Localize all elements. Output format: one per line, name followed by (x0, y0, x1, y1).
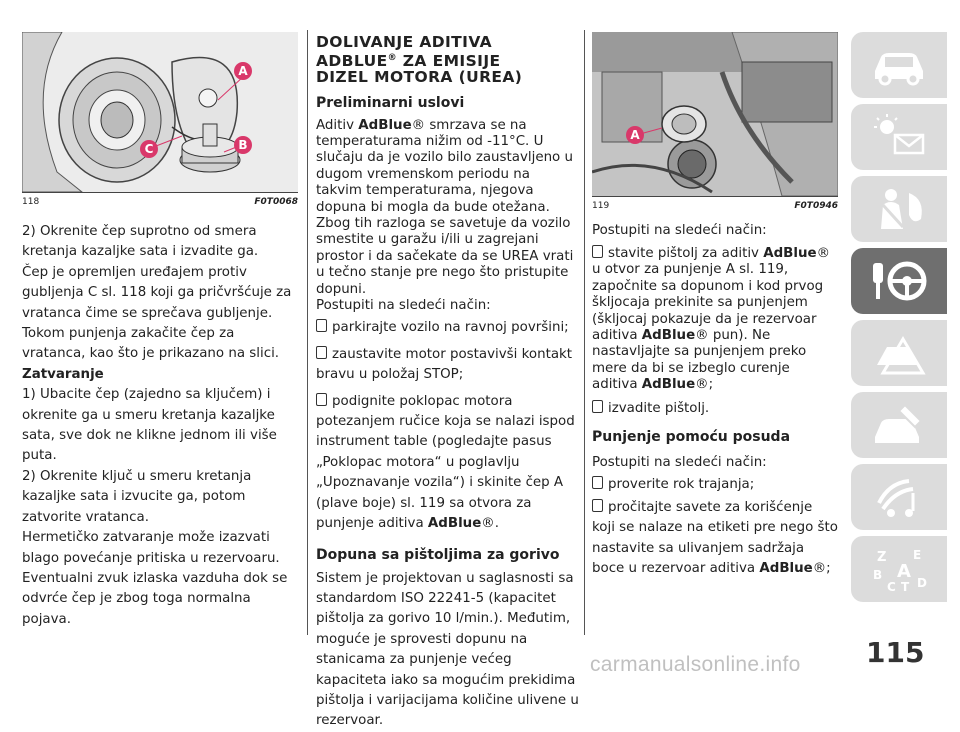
checkbox-icon (592, 245, 603, 258)
bullet-item (592, 475, 838, 495)
index-letter: D (917, 576, 927, 590)
figure-number: 118 (22, 197, 40, 207)
figure-code: F0T0946 (794, 201, 838, 211)
callout-a: A (626, 126, 644, 144)
bullet-text: parkirajte vozilo na ravnoj površini; (332, 320, 569, 336)
figure-code: F0T0068 (254, 197, 298, 207)
bullet-item (592, 498, 838, 580)
paragraph: Sistem je projektovan u saglasnosti sa standardom ISO 22241-5 (kapacitet pištolja za gorivo 10 l/min.). Međutim, moguće je sprovesti dopunu na stanicama za punjenje većeg kapaciteta iako sa mogućim prekidima pištolja i varijacijama količine ulivene u rezervoar. (316, 570, 579, 729)
section-title (316, 34, 580, 85)
bullet-item (316, 318, 580, 338)
bullet-item (592, 245, 838, 394)
column-3 (592, 0, 838, 580)
checkbox-icon (592, 499, 603, 512)
column-2 (316, 0, 580, 732)
bullet-text: podignite poklopac motora potezanjem ručice koja se nalazi ispod instrument table (pogledajte pasus „Poklopac motora“ u poglavlju „Upoznavanje vozila“) i skinite čep A (plave boje) sl. 119 sa otvora za punjenje aditiva (316, 393, 575, 532)
paragraph: Čep je opremljen uređajem protiv gubljenja C sl. 118 koji ga pričvršćuje za vratanca čime se sprečava gubljenje. (22, 264, 292, 321)
bullet-item (316, 345, 580, 386)
tab-starting-driving[interactable] (851, 248, 947, 314)
bullet-text: izvadite pištolj. (608, 400, 710, 416)
adblue-term: AdBlue (641, 328, 696, 344)
checkbox-icon (316, 393, 327, 406)
engine-bay-illustration (592, 32, 838, 196)
paragraph: 2) Okrenite čep suprotno od smera kretanja kazaljke sata i izvadite ga. (22, 224, 259, 260)
checkbox-icon (316, 346, 327, 359)
watermark: carmanualsonline.info (590, 653, 801, 676)
paragraph: Postupiti na sledeći način: (592, 455, 767, 471)
warning-lights-icon (869, 113, 929, 161)
paragraph: 2) Okrenite ključ u smeru kretanja kazaljke sata i izvucite ga, potom zatvorite vratanca. (22, 468, 252, 525)
adblue-term: AdBlue (427, 516, 482, 532)
key-steering-wheel-icon (869, 257, 929, 305)
paragraph: Hermetičko zatvaranje može izazvati blago povećanje pritiska u rezervoaru. Eventualni zvuk izlaska vazduha dok se odvrće čep je zbog toga normalna pojava. (22, 530, 288, 627)
bullet-text: zaustavite motor postavivši kontakt bravu u položaj STOP; (316, 346, 573, 383)
paragraph: Postupiti na sledeći način: (592, 223, 767, 238)
figure-118-caption (22, 192, 298, 209)
tab-safety[interactable] (851, 176, 947, 242)
car-icon (869, 41, 929, 89)
bullet-text: ®; (695, 377, 714, 393)
checkbox-icon (592, 400, 603, 413)
multimedia-icon (869, 473, 929, 521)
section-heading: Punjenje pomoću posuda (592, 429, 791, 446)
callout-b: B (234, 136, 252, 154)
seatbelt-airbag-icon (869, 185, 929, 233)
page-number: 115 (866, 636, 925, 669)
bullet-text: ®; (812, 561, 831, 577)
paragraph: Postupiti na sledeći način: (316, 298, 491, 314)
adblue-term: AdBlue (759, 561, 813, 577)
title-line: DIZEL MOTORA (UREA) (316, 68, 523, 87)
tab-index[interactable] (851, 536, 947, 602)
title-line: DOLIVANJE ADITIVA (316, 33, 493, 51)
maintenance-icon (869, 401, 929, 449)
paragraph: Tokom punjenja zakačite čep za vratanca, kao što je prikazano na slici. (22, 326, 280, 362)
column-1 (22, 0, 298, 630)
bullet-text: ®. (481, 516, 499, 532)
bullet-item (316, 392, 580, 535)
paragraph: 1) Ubacite čep (zajedno sa ključem) i okrenite ga u smeru kretanja kazaljke sata, sve dok ne klikne jednom ili više puta. (22, 387, 277, 464)
bullet-text: proverite rok trajanja; (608, 477, 755, 493)
tab-car[interactable] (851, 32, 947, 98)
intro-paragraph (316, 118, 580, 298)
section-heading: Zatvaranje (22, 366, 104, 382)
figure-119 (592, 32, 838, 196)
adblue-term: AdBlue (358, 117, 412, 133)
index-letter: Z (877, 550, 887, 565)
chapter-tabs (851, 32, 947, 608)
registered-mark: ® (387, 53, 397, 63)
adblue-term: AdBlue (763, 246, 817, 261)
text: Aditiv (316, 117, 359, 133)
tab-multimedia[interactable] (851, 464, 947, 530)
bullet-item (592, 400, 838, 417)
figure-number: 119 (592, 201, 610, 211)
index-letter: A (897, 561, 911, 582)
checkbox-icon (592, 476, 603, 489)
index-icon (869, 545, 929, 593)
tab-warning-lights[interactable] (851, 104, 947, 170)
tab-maintenance[interactable] (851, 392, 947, 458)
callout-a: A (234, 62, 252, 80)
bullet-text: stavite pištolj za aditiv (608, 246, 764, 261)
tab-emergency[interactable] (851, 320, 947, 386)
bullet-text: pročitajte savete za korišćenje koji se nalaze na etiketi pre nego što nastavite sa ulivanjem sadržaja boce u rezervoar aditiva (592, 499, 838, 577)
fuel-cap-illustration (22, 32, 298, 192)
checkbox-icon (316, 319, 327, 332)
column-divider (584, 30, 585, 635)
subheading: Preliminarni uslovi (316, 95, 465, 112)
bullet-text: ® u otvor za punjenje A sl. 119, započnite sa dopunom i kod prvog škljocaja prekinite sa punjenjem (škljocaj pokazuje da je rezervoar aditiva (592, 246, 830, 344)
figure-119-caption (592, 196, 838, 213)
index-letter: B (873, 568, 883, 582)
title-text: ZA EMISIJE (396, 52, 501, 71)
figure-118 (22, 32, 298, 192)
title-line (316, 50, 580, 69)
section-heading: Dopuna sa pištoljima za gorivo (316, 546, 560, 563)
title-text: ADBLUE (316, 52, 388, 71)
column-divider (307, 30, 308, 635)
bullet-text: ® pun). Ne nastavljajte sa punjenjem preko mere da bi se izbeglo curenje aditiva (592, 328, 807, 393)
text: ® smrzava se na temperaturama nižim od -11°C. U slučaju da je vozilo bilo zaustavljeno u dugom vremenskom periodu na takvim temperaturama, njegova dopuna bi mogla da bude otežana. Zbog tih razloga se savetuje da vozilo smestite u garažu i/ili u zagrejani prostor i da sačekate da se UREA vrati u tečno stanje pre nego što pristupite dopuni. (316, 117, 574, 297)
index-letter: C (887, 580, 896, 593)
index-letter: T (901, 580, 910, 593)
adblue-term: AdBlue (641, 377, 696, 393)
breakdown-icon (869, 329, 929, 377)
index-letter: E (913, 548, 922, 562)
callout-c: C (140, 140, 158, 158)
